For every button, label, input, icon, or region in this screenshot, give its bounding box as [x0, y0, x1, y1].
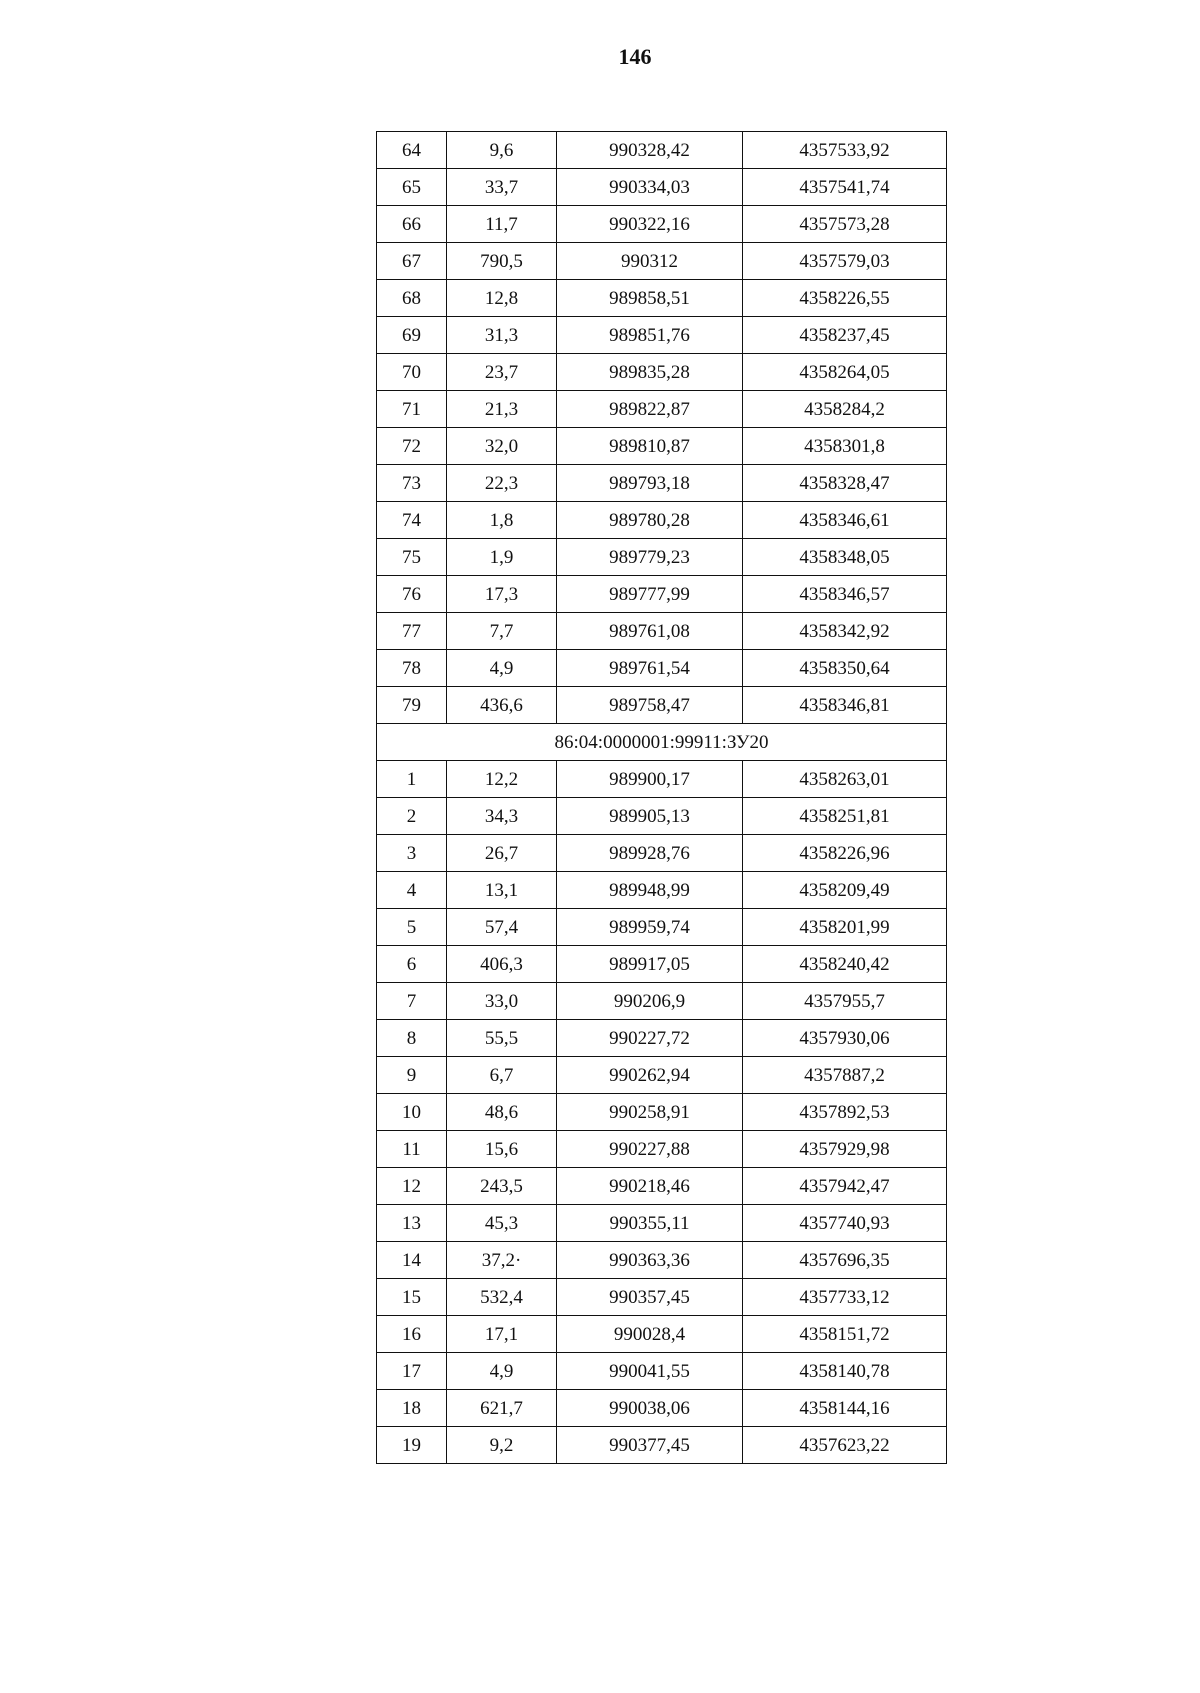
y-coordinate-cell: 4357573,28 [743, 206, 947, 243]
x-coordinate-cell: 989900,17 [557, 761, 743, 798]
y-coordinate-cell: 4357740,93 [743, 1205, 947, 1242]
table-row [377, 798, 947, 835]
length-cell: 26,7 [447, 835, 557, 872]
point-number-cell: 9 [377, 1057, 447, 1094]
y-coordinate-cell: 4358226,96 [743, 835, 947, 872]
length-cell: 33,7 [447, 169, 557, 206]
y-coordinate-cell: 4358237,45 [743, 317, 947, 354]
point-number-cell: 15 [377, 1279, 447, 1316]
length-cell: 6,7 [447, 1057, 557, 1094]
length-cell: 21,3 [447, 391, 557, 428]
length-cell: 4,9 [447, 650, 557, 687]
y-coordinate-cell: 4358284,2 [743, 391, 947, 428]
table-row [377, 243, 947, 280]
table-row [377, 354, 947, 391]
x-coordinate-cell: 990258,91 [557, 1094, 743, 1131]
y-coordinate-cell: 4358140,78 [743, 1353, 947, 1390]
table-row [377, 539, 947, 576]
point-number-cell: 79 [377, 687, 447, 724]
y-coordinate-cell: 4357533,92 [743, 132, 947, 169]
x-coordinate-cell: 990334,03 [557, 169, 743, 206]
page-number: 146 [618, 44, 652, 69]
point-number-cell: 19 [377, 1427, 447, 1464]
table-row [377, 1205, 947, 1242]
table-row [377, 613, 947, 650]
length-cell: 11,7 [447, 206, 557, 243]
point-number-cell: 17 [377, 1353, 447, 1390]
point-number-cell: 13 [377, 1205, 447, 1242]
length-cell: 532,4 [447, 1279, 557, 1316]
point-number-cell: 8 [377, 1020, 447, 1057]
y-coordinate-cell: 4357541,74 [743, 169, 947, 206]
x-coordinate-cell: 989959,74 [557, 909, 743, 946]
point-number-cell: 1 [377, 761, 447, 798]
length-cell: 55,5 [447, 1020, 557, 1057]
point-number-cell: 69 [377, 317, 447, 354]
length-cell: 406,3 [447, 946, 557, 983]
point-number-cell: 2 [377, 798, 447, 835]
y-coordinate-cell: 4357955,7 [743, 983, 947, 1020]
length-cell: 31,3 [447, 317, 557, 354]
length-cell: 4,9 [447, 1353, 557, 1390]
table-row [377, 909, 947, 946]
y-coordinate-cell: 4357733,12 [743, 1279, 947, 1316]
table-row [377, 502, 947, 539]
length-cell: 12,8 [447, 280, 557, 317]
length-cell: 1,9 [447, 539, 557, 576]
length-cell: 790,5 [447, 243, 557, 280]
table-row [377, 317, 947, 354]
y-coordinate-cell: 4357929,98 [743, 1131, 947, 1168]
table-row [377, 465, 947, 502]
table-row [377, 761, 947, 798]
x-coordinate-cell: 990357,45 [557, 1279, 743, 1316]
length-cell: 12,2 [447, 761, 557, 798]
length-cell: 9,6 [447, 132, 557, 169]
length-cell: 34,3 [447, 798, 557, 835]
y-coordinate-cell: 4358209,49 [743, 872, 947, 909]
x-coordinate-cell: 989917,05 [557, 946, 743, 983]
x-coordinate-cell: 990206,9 [557, 983, 743, 1020]
table-row [377, 946, 947, 983]
point-number-cell: 70 [377, 354, 447, 391]
table-row [377, 280, 947, 317]
x-coordinate-cell: 990038,06 [557, 1390, 743, 1427]
length-cell: 45,3 [447, 1205, 557, 1242]
y-coordinate-cell: 4358328,47 [743, 465, 947, 502]
y-coordinate-cell: 4358144,16 [743, 1390, 947, 1427]
x-coordinate-cell: 990218,46 [557, 1168, 743, 1205]
point-number-cell: 73 [377, 465, 447, 502]
point-number-cell: 65 [377, 169, 447, 206]
table-row [377, 687, 947, 724]
x-coordinate-cell: 990227,72 [557, 1020, 743, 1057]
section-row [377, 724, 947, 761]
point-number-cell: 5 [377, 909, 447, 946]
x-coordinate-cell: 990328,42 [557, 132, 743, 169]
x-coordinate-cell: 990377,45 [557, 1427, 743, 1464]
length-cell: 48,6 [447, 1094, 557, 1131]
table-row [377, 576, 947, 613]
point-number-cell: 71 [377, 391, 447, 428]
y-coordinate-cell: 4358201,99 [743, 909, 947, 946]
length-cell: 57,4 [447, 909, 557, 946]
y-coordinate-cell: 4357696,35 [743, 1242, 947, 1279]
x-coordinate-cell: 990355,11 [557, 1205, 743, 1242]
table-row [377, 1020, 947, 1057]
table-row [377, 650, 947, 687]
table-row [377, 1057, 947, 1094]
point-number-cell: 72 [377, 428, 447, 465]
table-row [377, 1427, 947, 1464]
x-coordinate-cell: 990041,55 [557, 1353, 743, 1390]
x-coordinate-cell: 989761,54 [557, 650, 743, 687]
point-number-cell: 10 [377, 1094, 447, 1131]
length-cell: 243,5 [447, 1168, 557, 1205]
x-coordinate-cell: 989761,08 [557, 613, 743, 650]
length-cell: 621,7 [447, 1390, 557, 1427]
point-number-cell: 68 [377, 280, 447, 317]
y-coordinate-cell: 4358348,05 [743, 539, 947, 576]
point-number-cell: 4 [377, 872, 447, 909]
y-coordinate-cell: 4358251,81 [743, 798, 947, 835]
point-number-cell: 14 [377, 1242, 447, 1279]
y-coordinate-cell: 4358346,81 [743, 687, 947, 724]
point-number-cell: 78 [377, 650, 447, 687]
x-coordinate-cell: 989851,76 [557, 317, 743, 354]
x-coordinate-cell: 989779,23 [557, 539, 743, 576]
x-coordinate-cell: 989810,87 [557, 428, 743, 465]
point-number-cell: 18 [377, 1390, 447, 1427]
point-number-cell: 6 [377, 946, 447, 983]
section-title: 86:04:0000001:99911:ЗУ20 [377, 724, 947, 761]
y-coordinate-cell: 4358151,72 [743, 1316, 947, 1353]
point-number-cell: 67 [377, 243, 447, 280]
length-cell: 37,2· [447, 1242, 557, 1279]
x-coordinate-cell: 989822,87 [557, 391, 743, 428]
point-number-cell: 11 [377, 1131, 447, 1168]
x-coordinate-cell: 990028,4 [557, 1316, 743, 1353]
y-coordinate-cell: 4358346,57 [743, 576, 947, 613]
table-row [377, 132, 947, 169]
table-row [377, 1131, 947, 1168]
x-coordinate-cell: 990322,16 [557, 206, 743, 243]
y-coordinate-cell: 4358346,61 [743, 502, 947, 539]
table-body-top [377, 132, 947, 724]
x-coordinate-cell: 989793,18 [557, 465, 743, 502]
point-number-cell: 75 [377, 539, 447, 576]
length-cell: 9,2 [447, 1427, 557, 1464]
y-coordinate-cell: 4357930,06 [743, 1020, 947, 1057]
table-row [377, 1094, 947, 1131]
x-coordinate-cell: 989777,99 [557, 576, 743, 613]
table-row [377, 206, 947, 243]
y-coordinate-cell: 4357887,2 [743, 1057, 947, 1094]
x-coordinate-cell: 989928,76 [557, 835, 743, 872]
y-coordinate-cell: 4357579,03 [743, 243, 947, 280]
table-section-header [377, 724, 947, 761]
y-coordinate-cell: 4358226,55 [743, 280, 947, 317]
table-row [377, 1168, 947, 1205]
length-cell: 15,6 [447, 1131, 557, 1168]
point-number-cell: 12 [377, 1168, 447, 1205]
point-number-cell: 7 [377, 983, 447, 1020]
x-coordinate-cell: 989858,51 [557, 280, 743, 317]
length-cell: 436,6 [447, 687, 557, 724]
y-coordinate-cell: 4357892,53 [743, 1094, 947, 1131]
x-coordinate-cell: 989758,47 [557, 687, 743, 724]
x-coordinate-cell: 989780,28 [557, 502, 743, 539]
length-cell: 7,7 [447, 613, 557, 650]
point-number-cell: 16 [377, 1316, 447, 1353]
coordinates-table [376, 131, 947, 1464]
table-body-bottom [377, 761, 947, 1464]
x-coordinate-cell: 989905,13 [557, 798, 743, 835]
table-row [377, 1242, 947, 1279]
point-number-cell: 3 [377, 835, 447, 872]
table-row [377, 872, 947, 909]
length-cell: 23,7 [447, 354, 557, 391]
table-row [377, 983, 947, 1020]
y-coordinate-cell: 4358240,42 [743, 946, 947, 983]
y-coordinate-cell: 4358264,05 [743, 354, 947, 391]
length-cell: 17,3 [447, 576, 557, 613]
y-coordinate-cell: 4358342,92 [743, 613, 947, 650]
table-row [377, 835, 947, 872]
length-cell: 22,3 [447, 465, 557, 502]
x-coordinate-cell: 990262,94 [557, 1057, 743, 1094]
x-coordinate-cell: 989948,99 [557, 872, 743, 909]
point-number-cell: 74 [377, 502, 447, 539]
y-coordinate-cell: 4357942,47 [743, 1168, 947, 1205]
length-cell: 17,1 [447, 1316, 557, 1353]
length-cell: 32,0 [447, 428, 557, 465]
x-coordinate-cell: 989835,28 [557, 354, 743, 391]
length-cell: 1,8 [447, 502, 557, 539]
table-row [377, 1279, 947, 1316]
length-cell: 13,1 [447, 872, 557, 909]
length-cell: 33,0 [447, 983, 557, 1020]
point-number-cell: 64 [377, 132, 447, 169]
y-coordinate-cell: 4357623,22 [743, 1427, 947, 1464]
table-row [377, 169, 947, 206]
point-number-cell: 77 [377, 613, 447, 650]
x-coordinate-cell: 990312 [557, 243, 743, 280]
y-coordinate-cell: 4358263,01 [743, 761, 947, 798]
table-row [377, 1353, 947, 1390]
x-coordinate-cell: 990363,36 [557, 1242, 743, 1279]
y-coordinate-cell: 4358301,8 [743, 428, 947, 465]
table-row [377, 1390, 947, 1427]
x-coordinate-cell: 990227,88 [557, 1131, 743, 1168]
table-row [377, 391, 947, 428]
table-row [377, 1316, 947, 1353]
point-number-cell: 66 [377, 206, 447, 243]
y-coordinate-cell: 4358350,64 [743, 650, 947, 687]
point-number-cell: 76 [377, 576, 447, 613]
table-row [377, 428, 947, 465]
